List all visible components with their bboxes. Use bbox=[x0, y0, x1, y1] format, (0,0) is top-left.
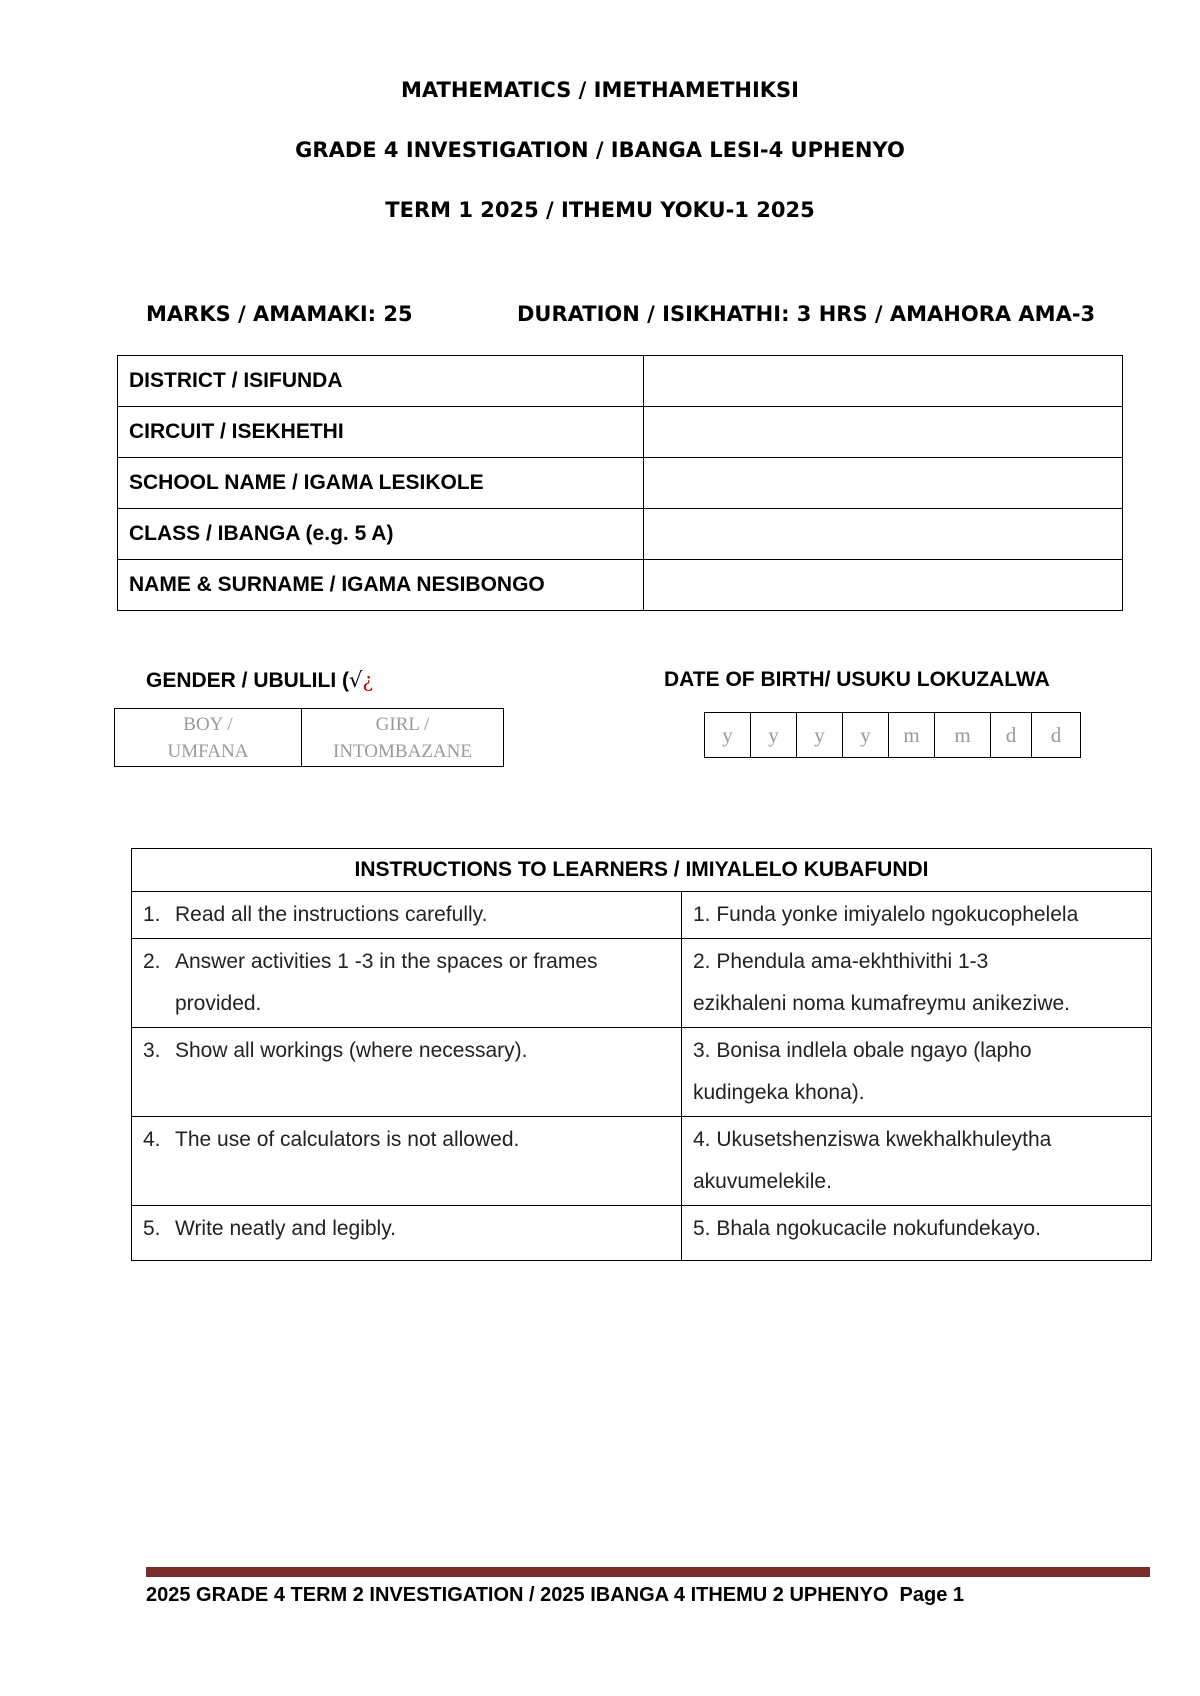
table-row bbox=[118, 458, 1123, 509]
boy-label-line1: BOY / bbox=[183, 713, 233, 735]
school-name-label: SCHOOL NAME / IGAMA LESIKOLE bbox=[118, 458, 644, 509]
dob-label: DATE OF BIRTH/ USUKU LOKUZALWA bbox=[664, 668, 1050, 691]
district-field[interactable] bbox=[644, 356, 1123, 407]
table-row bbox=[132, 1117, 1152, 1206]
table-row bbox=[118, 407, 1123, 458]
term-title: TERM 1 2025 / ITHEMU YOKU-1 2025 bbox=[385, 198, 815, 222]
table-row bbox=[118, 509, 1123, 560]
footer-divider bbox=[146, 1567, 1150, 1577]
district-label: DISTRICT / ISIFUNDA bbox=[118, 356, 644, 407]
instruction-isizulu: 1. Funda yonke imiyalelo ngokucophelela bbox=[682, 892, 1152, 939]
class-field[interactable] bbox=[644, 509, 1123, 560]
circuit-field[interactable] bbox=[644, 407, 1123, 458]
table-row bbox=[705, 713, 1081, 758]
class-label: CLASS / IBANGA (e.g. 5 A) bbox=[118, 509, 644, 560]
girl-label-line1: GIRL / bbox=[375, 713, 430, 735]
circuit-label: CIRCUIT / ISEKHETHI bbox=[118, 407, 644, 458]
table-row bbox=[132, 892, 1152, 939]
dob-day-digit[interactable]: d bbox=[1032, 713, 1081, 758]
instruction-english: 1. Read all the instructions carefully. bbox=[132, 892, 682, 939]
gender-label: GENDER / UBULILI (√¿ bbox=[146, 668, 374, 692]
table-row bbox=[132, 1206, 1152, 1261]
dob-day-digit[interactable]: d bbox=[991, 713, 1032, 758]
dob-month-digit[interactable]: m bbox=[889, 713, 935, 758]
grade-title: GRADE 4 INVESTIGATION / IBANGA LESI-4 UPHENYO bbox=[295, 138, 905, 162]
girl-label-line2: INTOMBAZANE bbox=[333, 740, 472, 762]
table-row bbox=[132, 939, 1152, 1028]
dob-table bbox=[704, 712, 1081, 758]
table-row bbox=[115, 709, 504, 767]
instruction-isizulu: 3. Bonisa indlela obale ngayo (lapho kudingeka khona). bbox=[682, 1028, 1152, 1117]
table-row bbox=[118, 356, 1123, 407]
instruction-english: 4. The use of calculators is not allowed. bbox=[132, 1117, 682, 1206]
footer bbox=[146, 1584, 964, 1607]
instruction-isizulu: 4. Ukusetshenziswa kwekhalkhuleytha akuvumelekile. bbox=[682, 1117, 1152, 1206]
boy-label-line2: UMFANA bbox=[167, 740, 249, 762]
boy-checkbox[interactable] bbox=[115, 709, 302, 767]
dob-year-digit[interactable]: y bbox=[843, 713, 889, 758]
girl-checkbox[interactable] bbox=[302, 709, 504, 767]
name-surname-label: NAME & SURNAME / IGAMA NESIBONGO bbox=[118, 560, 644, 611]
subject-title: MATHEMATICS / IMETHAMETHIKSI bbox=[400, 78, 799, 102]
table-row bbox=[118, 560, 1123, 611]
table-row bbox=[132, 849, 1152, 892]
instruction-isizulu: 5. Bhala ngokucacile nokufundekayo. bbox=[682, 1206, 1152, 1261]
name-surname-field[interactable] bbox=[644, 560, 1123, 611]
dob-year-digit[interactable]: y bbox=[751, 713, 797, 758]
school-name-field[interactable] bbox=[644, 458, 1123, 509]
learner-info-table bbox=[117, 355, 1123, 611]
gender-table bbox=[114, 708, 504, 767]
dob-year-digit[interactable]: y bbox=[705, 713, 751, 758]
footer-text: 2025 GRADE 4 TERM 2 INVESTIGATION / 2025 IBANGA 4 ITHEMU 2 UPHENYO bbox=[146, 1584, 889, 1606]
page-number: Page 1 bbox=[899, 1584, 965, 1606]
instruction-english: 3. Show all workings (where necessary). bbox=[132, 1028, 682, 1117]
dob-month-digit[interactable]: m bbox=[935, 713, 991, 758]
instruction-english: 5. Write neatly and legibly. bbox=[132, 1206, 682, 1261]
instruction-isizulu: 2. Phendula ama-ekhthivithi 1-3 ezikhaleni noma kumafreymu anikeziwe. bbox=[682, 939, 1152, 1028]
check-mark: √ bbox=[349, 668, 363, 692]
dob-year-digit[interactable]: y bbox=[797, 713, 843, 758]
instruction-english: 2. Answer activities 1 -3 in the spaces or frames provided. bbox=[132, 939, 682, 1028]
inverted-question-mark: ¿ bbox=[362, 668, 374, 692]
table-row bbox=[132, 1028, 1152, 1117]
duration-label: DURATION / ISIKHATHI: 3 HRS / AMAHORA AMA-3 bbox=[517, 302, 1096, 326]
instructions-table bbox=[131, 848, 1152, 1261]
marks-label: MARKS / AMAMAKI: 25 bbox=[146, 302, 413, 326]
instructions-title: INSTRUCTIONS TO LEARNERS / IMIYALELO KUBAFUNDI bbox=[132, 849, 1152, 892]
